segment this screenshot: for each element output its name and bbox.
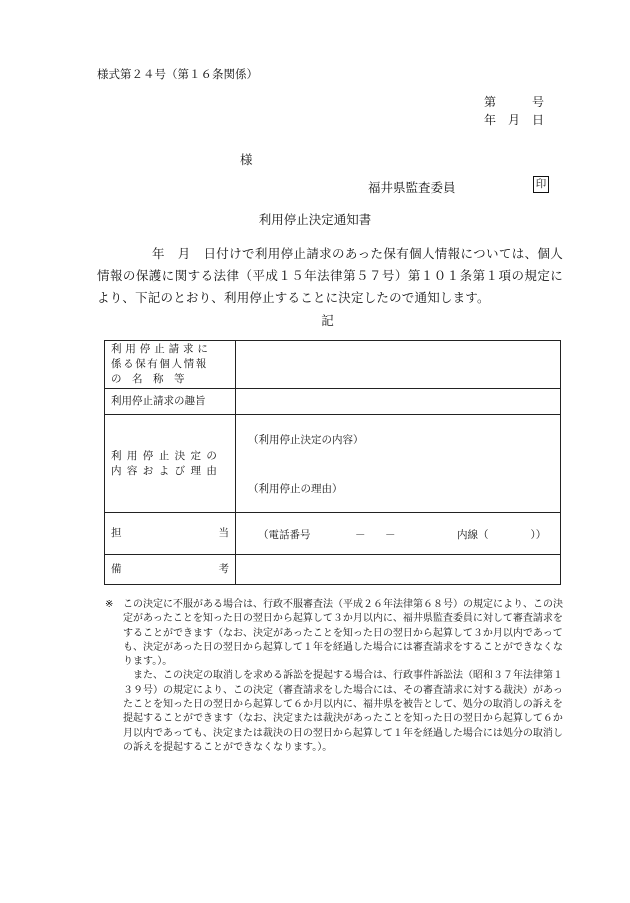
decision-content-label: （利用停止決定の内容） [248, 433, 364, 446]
table-row-remarks [105, 555, 561, 585]
note-paragraph-2: また、この決定の取消しを求める訴訟を提起する場合は、行政事件訴訟法（昭和３７年法律第１３９号）の規定により、この決定（審査請求をした場合には、その審査請求に対する裁決）があったことを知った日の翌日から起算して６か月以内に、福井県を被告として、処分の取消しの訴えを提起することができます（なお、決定または裁決があったことを知った日の翌日から起算して６か月以内であっても、決定または裁決の日の翌日から起算して１年を経過した場合には処分の取消しの訴えを提起することができなくなります。）。 [123, 670, 563, 753]
value-decision[interactable] [236, 415, 561, 513]
decision-table [104, 340, 561, 585]
notes [105, 598, 565, 755]
document-title: 利用停止決定通知書 [258, 212, 372, 227]
label-decision [105, 415, 236, 513]
decision-reason-label: （利用停止の理由） [248, 482, 343, 495]
label-text: 内容および理由 [111, 464, 223, 477]
value-remarks[interactable] [236, 555, 561, 585]
label-text: 備 [111, 563, 122, 575]
sender-name: 福井県監査委員 [368, 180, 456, 195]
label-line [111, 526, 229, 541]
value-contact[interactable] [236, 513, 561, 555]
label-text: 利用停止決定の [111, 449, 223, 462]
form-number: 様式第２４号（第１６条関係） [97, 67, 258, 81]
tel-dash: － [385, 529, 396, 541]
label-contact [105, 513, 236, 555]
label-text: 利用停止請求に [111, 343, 212, 355]
table-row-contact [105, 513, 561, 555]
extension-label: 内線（ ）） [457, 529, 547, 541]
note-paragraph-1: この決定に不服がある場合は、行政不服審査法（平成２６年法律第６８号）の規定により、この決定があったことを知った日の翌日から起算して３か月以内に、福井県監査委員に対して審査請求をすることができます（なお、決定があったことを知った日の翌日から起算して３か月以内であっても、決定があった日の翌日から起算して１年を経過した場合には審査請求をすることができなくなります。）。 [123, 599, 563, 668]
label-line-1 [111, 342, 229, 357]
tel-line [258, 527, 558, 542]
table-row-information-name [105, 341, 561, 389]
value-request-purpose[interactable] [236, 389, 561, 415]
document-number-line: 第 号 [484, 95, 545, 109]
label-line-2 [111, 464, 229, 479]
label-line-1 [111, 449, 229, 464]
label-text: 利用停止請求の趣旨 [111, 395, 206, 407]
label-information-name [105, 341, 236, 389]
label-line-3 [111, 372, 229, 387]
note-mark: ※ [105, 599, 114, 610]
label-line-2 [111, 357, 229, 372]
label-remarks [105, 555, 236, 585]
table-row-request-purpose [105, 389, 561, 415]
label-text: 当 [218, 527, 229, 539]
addressee-suffix: 様 [240, 152, 253, 167]
body-paragraph: 年 月 日付けで利用停止請求のあった保有個人情報については、個人情報の保護に関する法律（平成１５年法律第５７号）第１０１条第１項の規定により、下記のとおり、利用停止することに決定したので通知します。 [97, 246, 563, 305]
seal-mark: 印 [533, 176, 549, 193]
tel-dash: － [355, 529, 366, 541]
value-information-name[interactable] [236, 341, 561, 389]
label-text: 考 [218, 563, 229, 575]
label-text: の 名 称 等 [111, 373, 185, 385]
label-text: 担 [111, 527, 122, 539]
label-text: 係る保有個人情報 [111, 358, 208, 370]
date-line: 年 月 日 [484, 113, 545, 127]
tel-label: （電話番号 [258, 529, 311, 541]
label-request-purpose [105, 389, 236, 415]
label-line [111, 562, 229, 577]
table-row-decision [105, 415, 561, 513]
ki-heading: 記 [321, 313, 334, 328]
